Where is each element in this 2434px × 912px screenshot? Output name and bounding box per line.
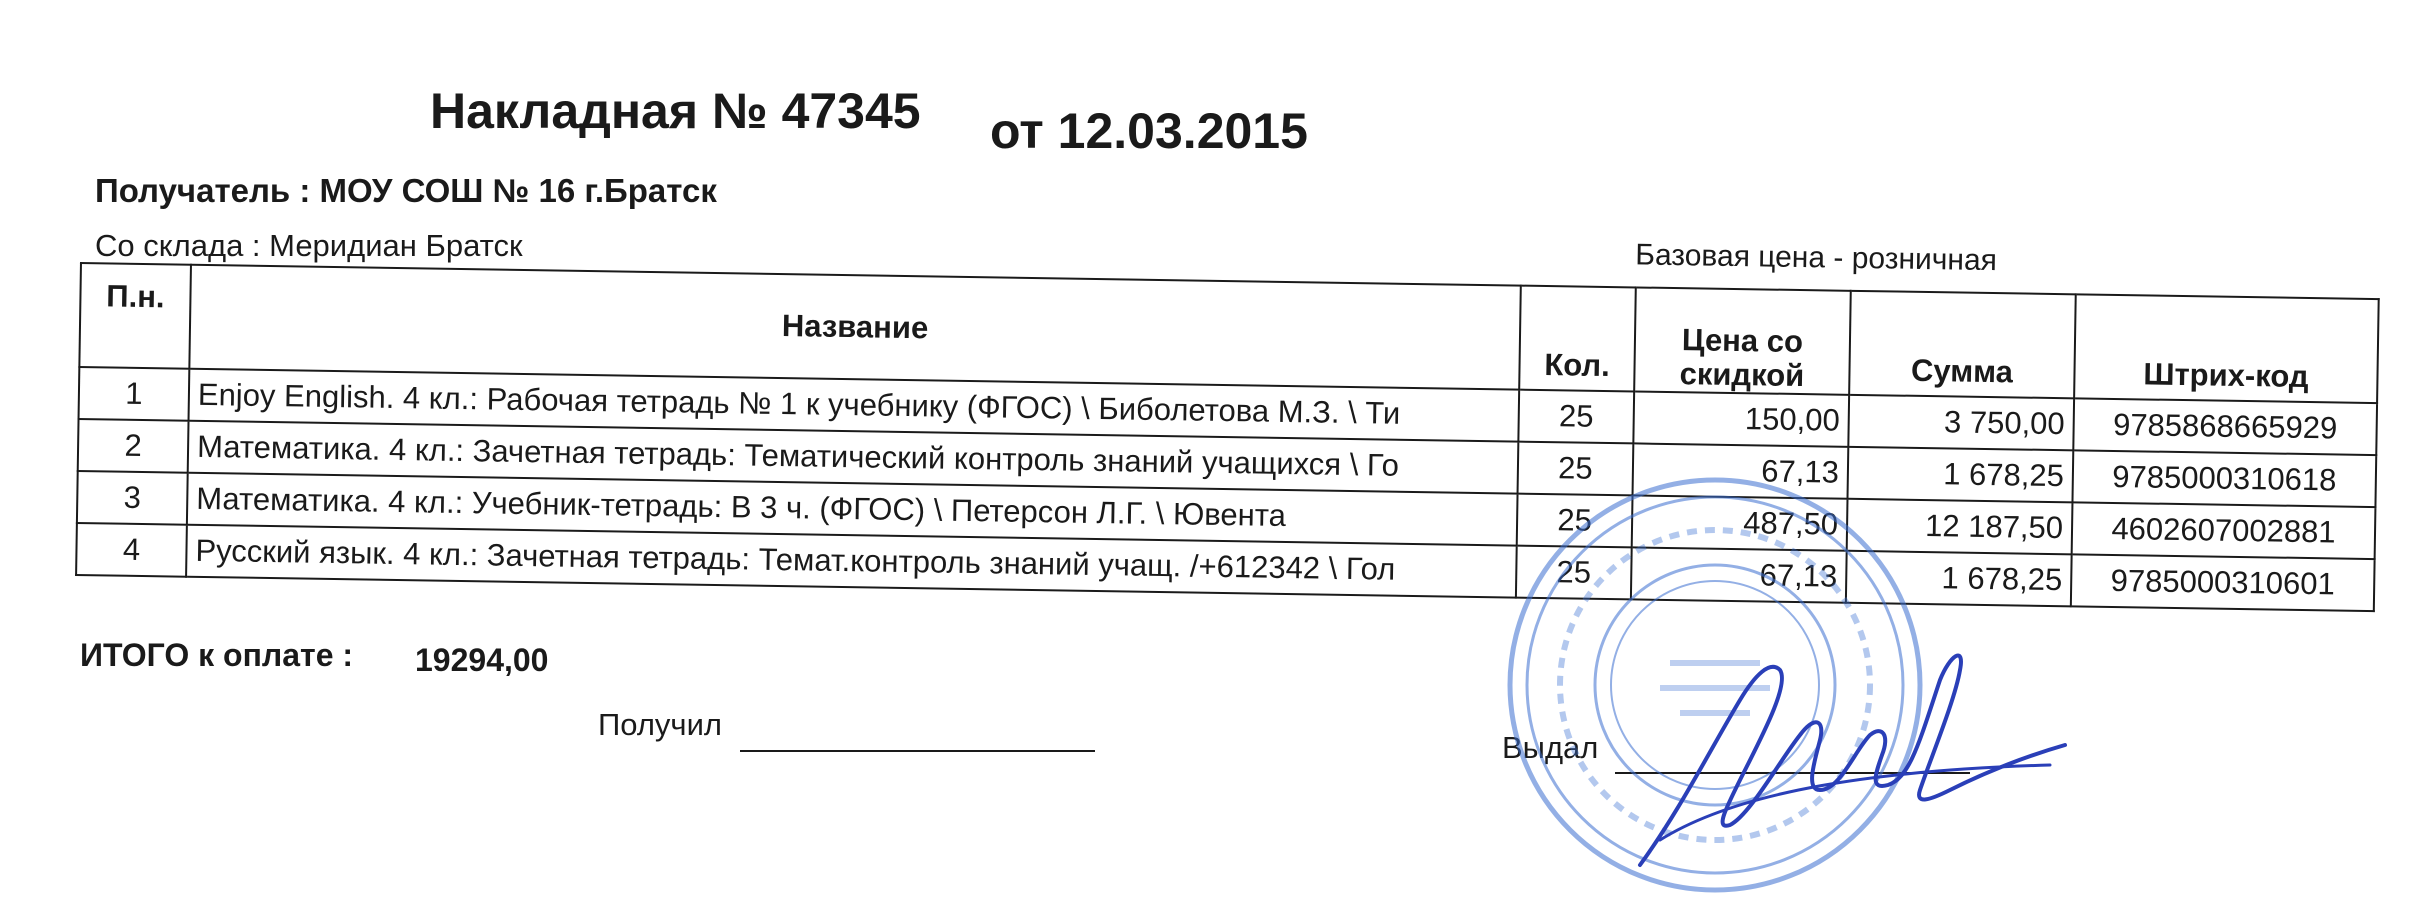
row-num: 1 <box>79 367 190 421</box>
row-name: Математика. 4 кл.: Зачетная тетрадь: Тематический контроль знаний учащихся \ Го <box>188 421 1519 494</box>
row-name: Математика. 4 кл.: Учебник-тетрадь: В 3 ч. (ФГОС) \ Петерсон Л.Г. \ Ювента <box>187 473 1518 546</box>
header-price: Цена со скидкой <box>1634 287 1851 394</box>
row-sum: 1 678,25 <box>1847 447 2073 503</box>
header-qty: Кол. <box>1519 286 1636 392</box>
row-qty: 25 <box>1518 442 1634 496</box>
handwritten-signature-icon <box>1620 640 2080 870</box>
row-barcode: 9785868665929 <box>2073 398 2377 455</box>
row-price: 67,13 <box>1631 547 1847 602</box>
row-qty: 25 <box>1516 546 1632 600</box>
price-caption: Базовая цена - розничная <box>1635 238 1998 278</box>
header-name: Название <box>189 265 1520 390</box>
row-sum: 12 187,50 <box>1847 499 2073 555</box>
row-sum: 3 750,00 <box>1848 395 2074 451</box>
row-qty: 25 <box>1518 390 1634 444</box>
received-signature-line <box>740 750 1095 752</box>
total-value: 19294,00 <box>415 642 549 678</box>
issued-label: Выдал <box>1502 730 1599 765</box>
header-sum: Сумма <box>1849 291 2076 399</box>
document-date: от 12.03.2015 <box>990 103 1308 159</box>
row-name: Русский язык. 4 кл.: Зачетная тетрадь: Темат.контроль знаний учащ. /+612342 \ Гол <box>186 525 1517 598</box>
row-num: 3 <box>77 471 188 525</box>
warehouse-line: Со склада : Меридиан Братск <box>95 228 523 263</box>
row-barcode: 9785000310601 <box>2071 554 2375 611</box>
row-name: Enjoy English. 4 кл.: Рабочая тетрадь № 1 к учебнику (ФГОС) \ Биболетова М.З. \ Ти <box>189 369 1520 442</box>
row-qty: 25 <box>1517 494 1633 548</box>
row-num: 2 <box>78 419 189 473</box>
header-num: П.н. <box>79 263 191 369</box>
row-price: 150,00 <box>1633 391 1849 446</box>
header-barcode: Штрих-код <box>2074 294 2379 403</box>
document-title: Накладная № 47345 <box>430 83 921 139</box>
row-price: 67,13 <box>1633 443 1849 498</box>
row-sum: 1 678,25 <box>1846 551 2072 607</box>
row-barcode: 9785000310618 <box>2072 450 2376 507</box>
row-num: 4 <box>76 523 187 577</box>
total-label: ИТОГО к оплате : <box>80 637 354 673</box>
recipient-line: Получатель : МОУ СОШ № 16 г.Братск <box>95 172 717 209</box>
row-barcode: 4602607002881 <box>2072 502 2376 559</box>
received-label: Получил <box>598 707 722 742</box>
row-price: 487,50 <box>1632 495 1848 550</box>
